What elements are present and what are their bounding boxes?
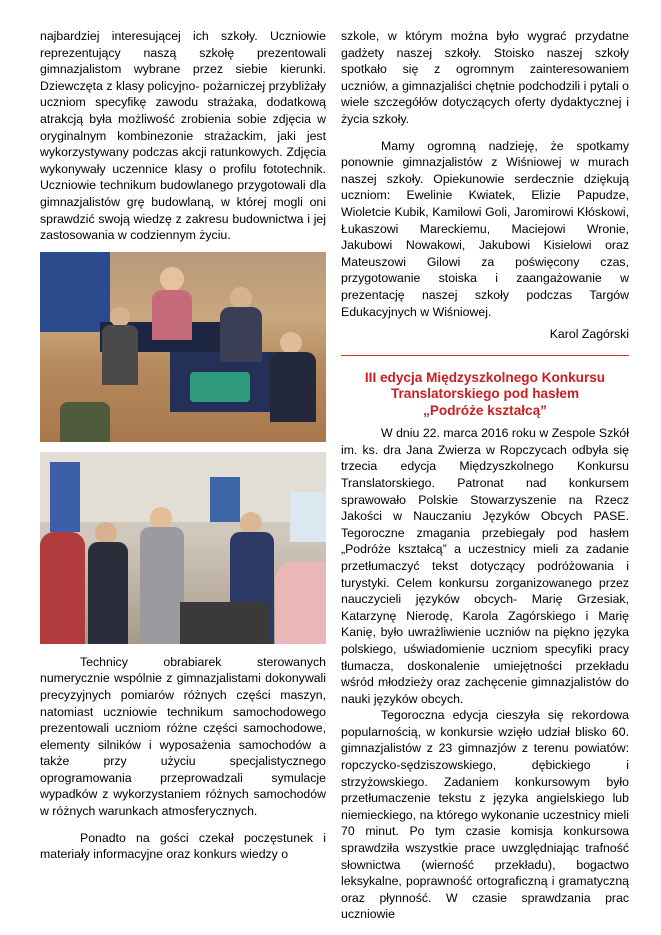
person-head bbox=[95, 522, 117, 544]
person-camouflage bbox=[60, 402, 110, 442]
right-paragraph-1: szkole, w którym można było wygrać przydatne gadżety naszej szkoły. Stoisko naszej szkoły spotkało się z ogromnym zainteresowaniem uczniów, a gimnazjaliści chętnie podchodzili i pytali o wiele szczegółów dotyczących oferty dydaktycznej i życia szkoły. bbox=[341, 29, 629, 126]
person-body bbox=[152, 290, 192, 340]
right-column bbox=[341, 28, 629, 923]
section-divider bbox=[341, 355, 629, 356]
right-paragraph-4: Tegoroczna edycja cieszyła się rekordowa popularnością, w konkursie wzięło udział blisko 60. gimnazjalistów z 23 gimnazjów z terenu powiatów: ropczycko-sędziszowskiego, dębickiego i strzyżowskiego. Zadaniem konkursowym było przetłumaczenie tekstu z języka angielskiego lub niemieckiego, na którego wykonanie uczestnicy mieli 70 minut. Po tym czasie komisja konkursowa sprawdziła wszystkie prace uwzględniając trafność słownictwa (wierność przekładu), bogactwo leksykalne, poprawność ortograficzną i gramatyczną oraz płynność. W czasie sprawdzania prac uczniowie bbox=[341, 708, 629, 922]
window bbox=[290, 492, 326, 542]
left-column bbox=[40, 28, 326, 863]
person-pink-top bbox=[275, 562, 326, 644]
left-paragraph-1: najbardziej interesującej ich szkoły. Uczniowie reprezentujący naszą szkołę prezentowali gimnazjalistom wybrane przez siebie kierunki. Dziewczęta z klasy policyjno- pożarniczej przybliżały uczniom specyfikę zawodu strażaka, dodatkową atrakcją była możliwość zrobienia sobie zdjęcia w oryginalnym kombinezonie strażackim, jaki jest wykorzystywany podczas akcji ratunkowych. Zdjęcia wykonywały uczennice klasy o profilu fototechnik. Uczniowie technikum budowlanego przygotowali dla gimnazjalistów grę budowlaną, w której mogli oni sprawdzić swoją wiedzę z zakresu budownictwa i jej zastosowania w codziennym życiu. bbox=[40, 29, 326, 243]
heading-line-2: Translatorskiego pod hasłem bbox=[390, 386, 580, 402]
workshop-demo-photo bbox=[40, 452, 326, 644]
wall bbox=[40, 452, 326, 522]
roll-up-banner bbox=[210, 477, 240, 522]
article-heading bbox=[341, 370, 629, 420]
person-body bbox=[102, 325, 138, 385]
person-body bbox=[140, 527, 184, 644]
right-paragraph-3: W dniu 22. marca 2016 roku w Zespole Szkół im. ks. dra Jana Zwierza w Ropczycach odbyła się trzecia edycja Międzyszkolnego Konkursu Translatorskiego. Patronat nad konkursem sprawowało Polskie Stowarzyszenie na Rzecz Jakości w Nauczaniu Języków Obcych PASE. Tegoroczne zmagania przebiegały pod hasłem „Podróże kształcą” a uczestnicy mieli za zadanie przetłumaczyć tekst dotyczący podróżowania i turystyki. Celem konkursu zorganizowanego przez nauczycieli języków obcych- Marię Grzesiak, Katarzynę Nierodę, Karola Zagórskiego i Marię Kanię, było uwrażliwienie uczniów na piękno języka polskiego, uświadomienie uczniom specyfiki pracy tłumacza, doskonalenie umiejętności przekładu wśród młodzieży oraz zachęcenie gimnazjalistów do nauki języków obcych. bbox=[341, 426, 629, 706]
person-red-jacket bbox=[40, 532, 85, 644]
person-body bbox=[88, 542, 128, 644]
person-head bbox=[150, 507, 172, 529]
person-body bbox=[270, 352, 316, 422]
heading-line-3: „Podróże kształcą” bbox=[423, 402, 547, 418]
green-board bbox=[190, 372, 250, 402]
left-paragraph-2: Technicy obrabiarek sterowanych numerycznie wspólnie z gimnazjalistami dokonywali precyzyjnych pomiarów różnych części maszyn, natomiast uczniowie technikum samochodowego prezentowali uczniom różne części samochodowe, elementy silników i wyposażenia samochodów a także przy użyciu specjalistycznego oprogramowania przeprowadzali symulacje wypadków z wykorzystaniem różnych samochodów w różnych warunkach atmosferycznych. bbox=[40, 654, 326, 819]
person-head bbox=[230, 287, 252, 309]
roll-up-banner bbox=[50, 462, 80, 532]
left-paragraph-3: Ponadto na gości czekał poczęstunek i materiały informacyjne oraz konkurs wiedzy o bbox=[40, 830, 326, 862]
person-head bbox=[110, 307, 130, 327]
workbench bbox=[180, 602, 270, 644]
person-head bbox=[160, 267, 184, 291]
person-head bbox=[240, 512, 262, 534]
person-body bbox=[220, 307, 262, 362]
fair-stand-photo bbox=[40, 252, 326, 442]
author-signature: Karol Zagórski bbox=[549, 327, 629, 342]
banner-graphic bbox=[40, 252, 110, 332]
right-paragraph-2: Mamy ogromną nadzieję, że spotkamy ponownie gimnazjalistów z Wiśniowej w murach naszej szkoły. Opiekunowie serdecznie dziękują uczniom: Ewelinie Kwiatek, Elizie Papudze, Wioletcie Kubik, Kamilowi Goli, Jaromirowi Kłóskowi, Łukaszowi Mareckiemu, Maciejowi Wronie, Jakubowi Nowakowi, Jakubowi Kisielowi oraz Mateuszowi Gilowi za poświęcony czas, przygotowanie stoiska i zaangażowanie w prezentację naszej szkoły podczas Targów Edukacyjnych w Wiśniowej. bbox=[341, 138, 629, 319]
heading-line-1: III edycja Międzyszkolnego Konkursu bbox=[364, 369, 606, 385]
person-head bbox=[280, 332, 302, 354]
